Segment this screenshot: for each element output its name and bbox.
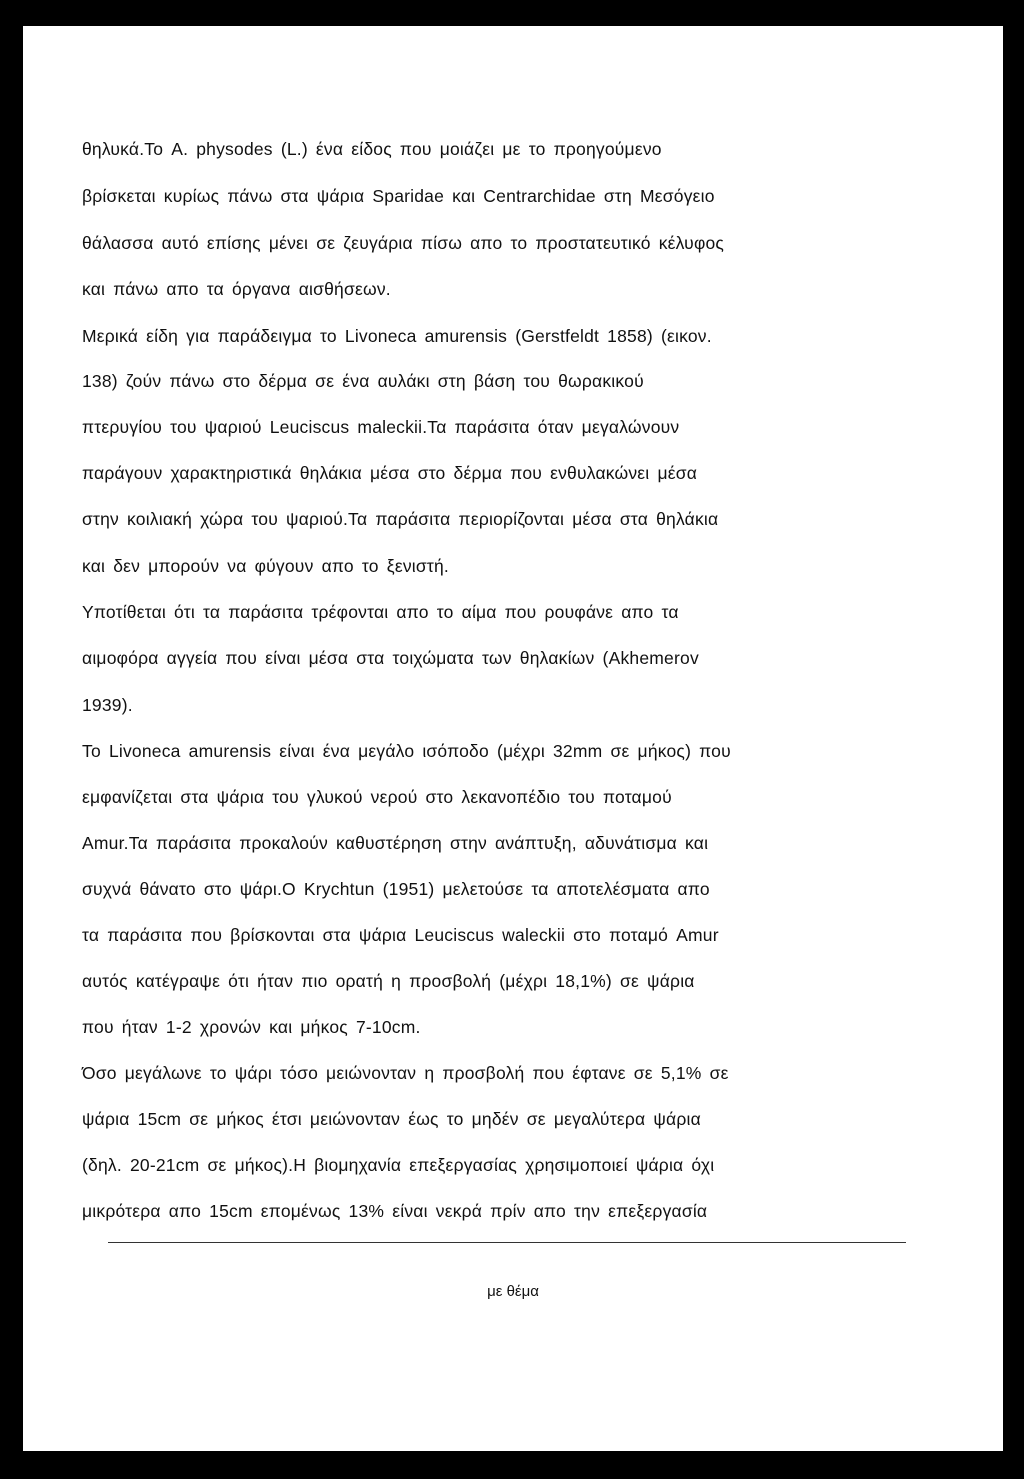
text-line-16: Amur.Τα παράσιτα προκαλούν καθυστέρηση στην ανάπτυξη, αδυνάτισμα και: [82, 833, 709, 853]
text-line-10: και δεν μπορούν να φύγουν απο το ξενιστή.: [82, 556, 449, 576]
text-line-22: ψάρια 15cm σε μήκος έτσι μειώνονταν έως το μηδέν σε μεγαλύτερα ψάρια: [82, 1109, 701, 1129]
text-line-11: Υποτίθεται ότι τα παράσιτα τρέφονται απο το αίμα που ρουφάνε απο τα: [82, 602, 679, 622]
text-line-9: στην κοιλιακή χώρα του ψαριού.Τα παράσιτα περιορίζονται μέσα στα θηλάκια: [82, 509, 719, 529]
text-line-14: Το Livoneca amurensis είναι ένα μεγάλο ισόποδο (μέχρι 32mm σε μήκος) που: [82, 741, 731, 761]
document-page: [23, 26, 1003, 1451]
text-line-15: εμφανίζεται στα ψάρια του γλυκού νερού στο λεκανοπέδιο του ποταμού: [82, 787, 672, 807]
text-line-12: αιμοφόρα αγγεία που είναι μέσα στα τοιχώματα των θηλακίων (Akhemerov: [82, 648, 699, 668]
text-line-1: θηλυκά.Το A. physodes (L.) ένα είδος που μοιάζει με το προηγούμενο: [82, 139, 662, 159]
text-line-19: αυτός κατέγραψε ότι ήταν πιο ορατή η προσβολή (μέχρι 18,1%) σε ψάρια: [82, 971, 695, 991]
footnote-divider: [108, 1242, 906, 1243]
text-line-5: Μερικά είδη για παράδειγμα το Livoneca amurensis (Gerstfeldt 1858) (εικον.: [82, 326, 712, 346]
text-line-3: θάλασσα αυτό επίσης μένει σε ζευγάρια πίσω απο το προστατευτικό κέλυφος: [82, 233, 725, 253]
text-line-7: πτερυγίου του ψαριού Leuciscus maleckii.Τα παράσιτα όταν μεγαλώνουν: [82, 417, 680, 437]
text-line-21: Όσο μεγάλωνε το ψάρι τόσο μειώνονταν η προσβολή που έφτανε σε 5,1% σε: [82, 1063, 729, 1083]
text-line-20: που ήταν 1-2 χρονών και μήκος 7-10cm.: [82, 1017, 421, 1037]
footnote-text: με θέμα: [487, 1283, 539, 1300]
text-line-6: 138) ζούν πάνω στο δέρμα σε ένα αυλάκι στη βάση του θωρακικού: [82, 371, 644, 391]
text-line-17: συχνά θάνατο στο ψάρι.Ο Krychtun (1951) μελετούσε τα αποτελέσματα απο: [82, 879, 710, 899]
text-line-13: 1939).: [82, 695, 133, 715]
text-line-4: και πάνω απο τα όργανα αισθήσεων.: [82, 279, 391, 299]
text-line-24: μικρότερα απο 15cm επομένως 13% είναι νεκρά πρίν απο την επεξεργασία: [82, 1201, 708, 1221]
text-line-23: (δηλ. 20-21cm σε μήκος).Η βιομηχανία επεξεργασίας χρησιμοποιεί ψάρια όχι: [82, 1155, 715, 1175]
text-line-8: παράγουν χαρακτηριστικά θηλάκια μέσα στο δέρμα που ενθυλακώνει μέσα: [82, 463, 698, 483]
text-line-18: τα παράσιτα που βρίσκονται στα ψάρια Leuciscus waleckii στο ποταμό Amur: [82, 925, 719, 945]
text-line-2: βρίσκεται κυρίως πάνω στα ψάρια Sparidae και Centrarchidae στη Μεσόγειο: [82, 186, 715, 206]
